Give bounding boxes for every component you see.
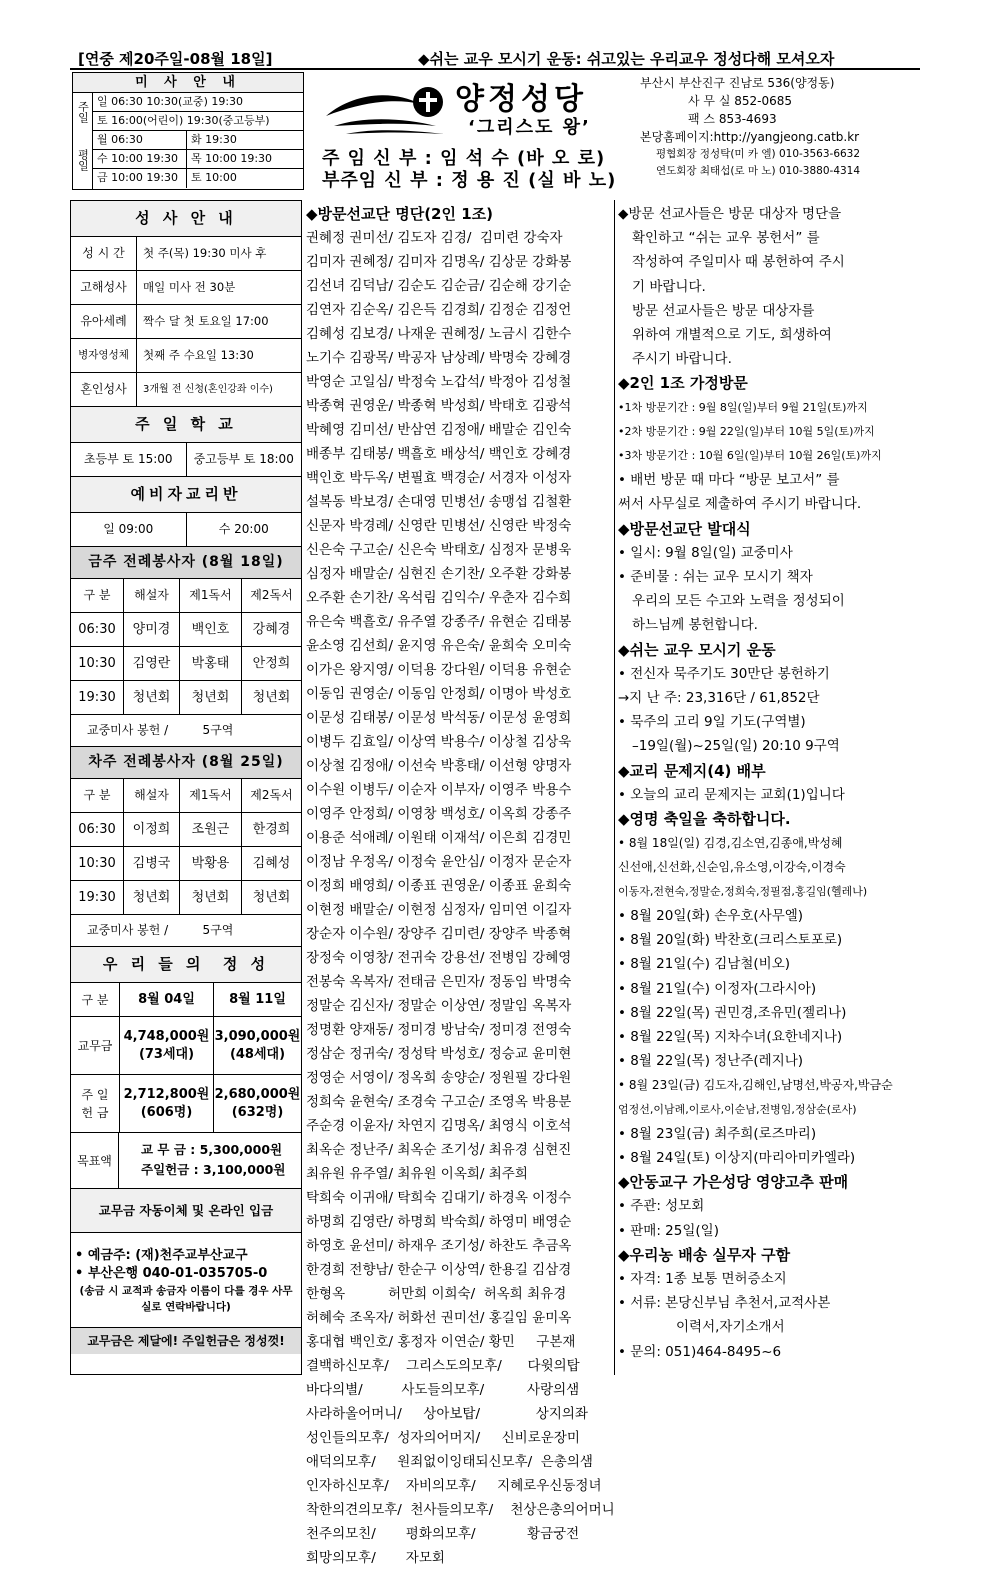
- notice-line: 기 바랍니다.: [632, 278, 706, 295]
- col-header: 제2독서: [241, 579, 301, 612]
- launch-line: • 일시: 9월 8일(일) 교중미사: [618, 544, 793, 561]
- pepper-line: • 판매: 25일(일): [618, 1222, 719, 1239]
- servers-row: [71, 647, 301, 681]
- announcements: [618, 202, 924, 1374]
- col-header: 8월 04일: [119, 983, 213, 1016]
- church-logo-icon: [324, 82, 454, 138]
- pastor-name: 주 임 신 부 : 임 석 수 (바 오 로): [322, 148, 606, 169]
- servers-row: [71, 613, 301, 647]
- name-line: 이상철 김정애/ 이선숙 박흥태/ 이선형 양명자: [306, 758, 572, 774]
- sunday-label: 주일: [73, 93, 93, 131]
- name-line: 전봉숙 옥복자/ 전태금 은민자/ 정동임 박명숙: [306, 974, 572, 990]
- name-line: 설복동 박보경/ 손대영 민병선/ 송맹섭 김철환: [306, 494, 572, 510]
- cell: 10:30: [78, 656, 116, 671]
- hiring-list: [618, 1267, 924, 1364]
- pepper-sale-list: [618, 1194, 924, 1242]
- top-rule: [70, 68, 920, 70]
- mission-team-title: ◆방문선교단 명단(2인 1조): [306, 205, 493, 223]
- name-line: 이용준 석애례/ 이원태 이재석/ 이은희 김경민: [306, 830, 572, 846]
- launch-line: • 준비물 : 쉬는 교우 모시기 책자: [618, 569, 813, 586]
- name-line: 성인들의모후/ 성자의어머지/ 신비로운장미: [306, 1430, 580, 1446]
- youth-contact: 연도회장 최태섭(로 마 노) 010-3880-4314: [656, 165, 861, 177]
- sacrament-row: [71, 373, 301, 407]
- cell: 청년회: [241, 681, 301, 714]
- feast-line: • 8월 22일(목) 지차수녀(요한네지나): [618, 1028, 843, 1045]
- cell: 박황용: [179, 847, 241, 880]
- rest-line: • 전신자 묵주기도 30만단 봉헌하기: [618, 665, 830, 682]
- hire-line: • 문의: 051)464-8495~6: [618, 1343, 782, 1360]
- servers-header-row: [71, 779, 301, 813]
- cell: 강혜경: [241, 613, 301, 646]
- cell: 김혜성: [241, 847, 301, 880]
- name-line: 최옥순 정난주/ 최옥순 조기성/ 최유경 심현진: [306, 1142, 572, 1158]
- catechumen-title: 예비자교리반: [71, 477, 301, 513]
- hire-line: • 서류: 본당신부님 추천서,교적사본: [618, 1295, 831, 1312]
- hiring-title: ◆우리농 배송 실무자 구함: [618, 1245, 791, 1264]
- name-line: 하명희 김영란/ 하명희 박숙희/ 하영미 배영순: [306, 1214, 572, 1230]
- church-name: 양정성당: [455, 82, 587, 117]
- rest-campaign-list: [618, 662, 924, 759]
- goal-value: 교 무 금 : 5,300,000원: [141, 1142, 283, 1157]
- col-header: 해설자: [123, 779, 179, 812]
- goal-row: [71, 1133, 301, 1189]
- visit-line: •3차 방문기간 : 10월 6일(일)부터 10월 26일(토)까지: [618, 449, 882, 463]
- name-line: 김연자 김순옥/ 김은득 김경희/ 김정순 김정언: [306, 302, 572, 318]
- cell: 안정희: [241, 647, 301, 680]
- weekday-label: 평일: [73, 131, 93, 189]
- weekday-time: 월 06:30: [97, 133, 143, 146]
- weekday-time: 수 10:00 19:30: [97, 152, 179, 165]
- name-line: 박혜영 김미선/ 반삼연 김정애/ 배말순 김인숙: [306, 422, 572, 438]
- offering-mass-note: 교중미사 봉헌 / 5구역: [71, 715, 301, 747]
- cell: 청년회: [179, 681, 241, 714]
- name-line: 박영순 고일심/ 박정숙 노갑석/ 박정아 김성철: [306, 374, 572, 390]
- cell: 양미경: [123, 613, 179, 646]
- cell: 김영란: [123, 647, 179, 680]
- name-line: 천주의모친/ 평화의모후/ 황금궁전: [306, 1526, 580, 1542]
- weekday-time: 목 10:00 19:30: [186, 150, 272, 169]
- feast-line: • 8월 20일(화) 손우호(사무엘): [618, 907, 804, 924]
- sacrament-time: 3개월 전 신청(혼인강좌 이수): [143, 384, 273, 395]
- weekday-time: 금 10:00 19:30: [97, 171, 179, 184]
- launch-list: [618, 541, 924, 638]
- sacrament-time: 첫째 주 수요일 13:30: [143, 348, 254, 362]
- name-line: 바다의별/ 사도들의모후/ 사랑의샘: [306, 1382, 580, 1398]
- feast-line: • 8월 24일(토) 이상지(마리아미카엘라): [618, 1149, 856, 1166]
- notice-line: 위하여 개별적으로 기도, 희생하여: [632, 327, 832, 344]
- name-line: 배종부 김태봉/ 백흘호 배상석/ 백인호 강혜경: [306, 446, 572, 462]
- rest-line: –19일(월)~25일(일) 20:10 9구역: [632, 738, 840, 755]
- mass-schedule-title: 미 사 안 내: [73, 73, 303, 93]
- name-line: 신문자 박경례/ 신영란 민병선/ 신영란 박정숙: [306, 518, 572, 534]
- sacrament-name: 병자영성체: [71, 339, 137, 372]
- notice-line: ◆방문 선교사들은 방문 대상자 명단을: [618, 206, 842, 222]
- office-phone: 사 무 실 852-0685: [688, 94, 792, 108]
- name-line: 이가은 왕지영/ 이덕용 강다원/ 이덕용 유현순: [306, 662, 572, 678]
- rest-line: →지 난 주: 23,316단 / 61,852단: [618, 690, 820, 707]
- cell: 이정희: [123, 813, 179, 846]
- sacrament-row: [71, 237, 301, 271]
- name-line: 이영주 안정희/ 이영창 백성호/ 이옥희 강종주: [306, 806, 572, 822]
- sacraments-title: 성 사 안 내: [71, 201, 301, 237]
- name-line: 이정희 배영희/ 이종표 권영운/ 이종표 윤희숙: [306, 878, 572, 894]
- hire-line: • 자격: 1종 보통 면허증소지: [618, 1270, 787, 1287]
- name-line: 정명환 양재동/ 정미경 방남숙/ 정미경 전영숙: [306, 1022, 572, 1038]
- cell: 19:30: [78, 890, 116, 905]
- name-line: 이수원 이병두/ 이순자 이부자/ 이영주 박용수: [306, 782, 572, 798]
- sacrament-time: 매일 미사 전 30분: [143, 280, 236, 294]
- cell: 박홍태: [179, 647, 241, 680]
- column-divider: [614, 200, 615, 1375]
- name-line: 탁희숙 이귀애/ 탁희숙 김대기/ 하경옥 이정수: [306, 1190, 572, 1206]
- goal-values: [119, 1133, 301, 1188]
- pepper-line: • 주관: 성모회: [618, 1198, 705, 1215]
- feast-line: 이동자,전현숙,정말순,정희숙,정필점,홍길임(헬레나): [618, 884, 868, 898]
- name-line: 유은숙 백흘호/ 유주열 강종주/ 유현순 김태봉: [306, 614, 572, 630]
- goal-value: 주일헌금 : 3,100,000원: [141, 1162, 286, 1177]
- name-line: 신은숙 구고순/ 신은숙 박태호/ 심정자 문병욱: [306, 542, 572, 558]
- name-line: 한경희 전향남/ 한순구 이상역/ 한용길 김삼경: [306, 1262, 572, 1278]
- feast-line: 엄정선,이남례,이로사,이순남,전병임,정삼순(로사): [618, 1102, 857, 1116]
- offering-amount: 3,090,000원 (48세대): [213, 1017, 301, 1074]
- address: 부산시 부산진구 진남로 536(양정동): [640, 76, 835, 90]
- name-line: 허혜숙 조옥자/ 허화선 권미선/ 홍길임 윤미옥: [306, 1310, 572, 1326]
- feast-line: • 8월 18일(일) 김경,김소연,김종애,박성혜: [618, 836, 843, 851]
- feast-line: • 8월 22일(목) 권민경,조유민(젤리나): [618, 1004, 847, 1021]
- launch-line: 하느님께 봉헌합니다.: [632, 617, 758, 634]
- servers-header-row: [71, 579, 301, 613]
- col-header: 제2독서: [241, 779, 301, 812]
- slogan: ◆쉬는 교우 모시기 운동: 쉬고있는 우리교우 정성다해 모셔오자: [418, 50, 835, 68]
- left-column: [70, 200, 302, 1375]
- name-line: 장정숙 이영창/ 전귀숙 강용선/ 전병임 강혜영: [306, 950, 572, 966]
- sacrament-name: 성 시 간: [71, 237, 137, 270]
- feast-line: • 8월 21일(수) 김남철(비오): [618, 956, 790, 973]
- cell: 10:30: [78, 856, 116, 871]
- next-week-servers-title: 차주 전례봉사자 (8월 25일): [71, 747, 301, 779]
- name-line: 정영순 서영이/ 정옥희 송양순/ 정원필 강다원: [306, 1070, 572, 1086]
- name-line: 김미자 권혜정/ 김미자 김명옥/ 김상문 강화봉: [306, 254, 572, 270]
- sunday-row: 일 06:30 10:30(교중) 19:30: [93, 93, 303, 112]
- footer-slogan: 교무금은 제달에! 주일헌금은 정성껏!: [71, 1328, 301, 1354]
- weekday-row: [93, 150, 303, 169]
- name-line: 정희숙 윤현숙/ 조경숙 구고순/ 조영옥 박용분: [306, 1094, 572, 1110]
- intro-notice: [618, 202, 924, 371]
- top-strip: [70, 48, 920, 68]
- servers-row: [71, 681, 301, 715]
- council-contact: 평협회장 정성탁(미 카 엘) 010-3563-6632: [656, 148, 861, 160]
- col-header: 구 분: [83, 788, 111, 802]
- mission-team-names: [306, 226, 614, 1570]
- quiz-line: • 오늘의 교리 문제지는 교회(1)입니다: [618, 786, 845, 803]
- mass-schedule-box: [72, 72, 304, 190]
- feast-line: • 8월 20일(화) 박찬호(크리스토포로): [618, 932, 843, 949]
- cell: 청년회: [179, 881, 241, 914]
- weekday-row: [93, 131, 303, 150]
- cell: 청년회: [123, 681, 179, 714]
- rest-line: • 묵주의 고리 9일 기도(구역별): [618, 714, 806, 731]
- feast-line: • 8월 22일(목) 정난주(레지나): [618, 1053, 804, 1070]
- launch-line: 우리의 모든 수고와 노력을 정성되이: [632, 593, 845, 610]
- cell: 06:30: [78, 822, 116, 837]
- account-number: • 부산은행 040-01-035705-0: [75, 1266, 268, 1281]
- sunday-school-row: [71, 443, 301, 477]
- name-line: 인자하신모후/ 자비의모후/ 지혜로우신동정녀: [306, 1478, 602, 1494]
- name-line: 이정남 우정옥/ 이정숙 윤안심/ 이정자 문순자: [306, 854, 572, 870]
- name-line: 결백하신모후/ 그리스도의모후/ 다윗의탑: [306, 1358, 580, 1374]
- quiz-list: [618, 783, 924, 807]
- servers-row: [71, 847, 301, 881]
- name-line: 희망의모후/ 자모회: [306, 1550, 445, 1566]
- offering-type: 교무금: [77, 1038, 113, 1053]
- notice-line: 주시기 바랍니다.: [632, 351, 732, 368]
- goal-label: 목표액: [71, 1133, 119, 1188]
- sacrament-name: 혼인성사: [71, 373, 137, 406]
- offering-amount: 4,748,000원 (73세대): [119, 1017, 213, 1074]
- offering-row: [71, 1075, 301, 1133]
- rest-campaign-title: ◆쉬는 교우 모시기 운동: [618, 640, 776, 659]
- visit-title: ◆2인 1조 가정방문: [618, 374, 748, 393]
- visit-list: [618, 396, 924, 517]
- sacrament-time: 짝수 달 첫 토요일 17:00: [143, 314, 269, 328]
- this-week-servers-title: 금주 전례봉사자 (8월 18일): [71, 547, 301, 579]
- cell: 06:30: [78, 622, 116, 637]
- mission-team-list: [306, 202, 615, 1566]
- weekday-row: [93, 169, 303, 188]
- contact-info: [640, 74, 920, 180]
- offering-amount: 2,712,800원 (606명): [119, 1075, 213, 1132]
- visit-line: • 배번 방문 때 마다 “방문 보고서” 를: [618, 472, 840, 489]
- weekday-time: 화 19:30: [186, 131, 237, 150]
- name-line: 심정자 배말순/ 심현진 손기찬/ 오주환 강화봉: [306, 566, 572, 582]
- name-line: 박종혁 권영운/ 박종혁 박성희/ 박태호 김광석: [306, 398, 572, 414]
- launch-title: ◆방문선교단 발대식: [618, 519, 751, 538]
- feast-line: • 8월 23일(금) 김도자,김해인,남명선,박공자,박금순: [618, 1078, 893, 1093]
- name-line: 백인호 박두옥/ 변필효 백경순/ 서경자 이성자: [306, 470, 572, 486]
- cell: 조원근: [179, 813, 241, 846]
- feast-title: ◆영명 축일을 축하합니다.: [618, 810, 791, 829]
- name-line: 권혜정 권미선/ 김도자 김경/ 김미련 강숙자: [306, 230, 563, 246]
- catechumen-row: [71, 513, 301, 547]
- name-line: 한형옥 허만희 이희숙/ 허옥희 최유경: [306, 1286, 567, 1302]
- sacrament-name: 고해성사: [71, 271, 137, 304]
- issue-label: [연중 제20주일-08월 18일]: [78, 50, 273, 68]
- sacrament-row: [71, 339, 301, 373]
- name-line: 사라하올어머니/ 상아보탑/ 상지의좌: [306, 1406, 588, 1422]
- name-line: 착한의견의모후/ 천사들의모후/ 천상은총의어머니: [306, 1502, 615, 1518]
- col-header: 제1독서: [179, 579, 241, 612]
- name-line: 최유원 유주열/ 최유원 이옥희/ 최주희: [306, 1166, 528, 1182]
- col-header: 구 분: [83, 588, 111, 602]
- feast-line: • 8월 21일(수) 이정자(그라시아): [618, 980, 817, 997]
- school-elementary: 초등부 토 15:00: [83, 452, 173, 466]
- fax-number: 팩 스 853-4693: [688, 112, 777, 126]
- name-line: 정삼순 정귀숙/ 정성탁 박성호/ 정승교 윤미현: [306, 1046, 572, 1062]
- catechumen-time: 수 20:00: [186, 513, 302, 546]
- auto-transfer-title: 교무금 자동이체 및 온라인 입금: [71, 1189, 301, 1233]
- transfer-note: (송금 시 교적과 송금자 이름이 다를 경우 사무실로 연락바랍니다): [79, 1285, 293, 1313]
- offering-header-row: [71, 983, 301, 1017]
- name-line: 김선녀 김덕남/ 김순도 김순금/ 김순해 강기순: [306, 278, 572, 294]
- name-line: 하영호 윤선미/ 하재우 조기성/ 하찬도 추금옥: [306, 1238, 572, 1254]
- feast-line: • 8월 23일(금) 최주희(로즈마리): [618, 1125, 817, 1142]
- sunday-row: 토 16:00(어린이) 19:30(중고등부): [93, 112, 303, 131]
- weekday-time: 토 10:00: [186, 169, 237, 188]
- name-line: 주순경 이윤자/ 차연지 김명옥/ 최영식 이호석: [306, 1118, 572, 1134]
- cell: 김병국: [123, 847, 179, 880]
- cell: 한경희: [241, 813, 301, 846]
- homepage-link[interactable]: 본당홈페이지:http://yangjeong.catb.kr: [640, 130, 860, 144]
- school-middle-high: 중고등부 토 18:00: [186, 443, 302, 476]
- col-header: 해설자: [123, 579, 179, 612]
- cell: 19:30: [78, 690, 116, 705]
- name-line: 오주환 손기찬/ 옥석림 김익수/ 우춘자 김수희: [306, 590, 572, 606]
- church-subtitle: ‘그리스도 왕’: [468, 117, 591, 138]
- cell: 백인호: [179, 613, 241, 646]
- name-line: 이동임 권영순/ 이동임 안정희/ 이명아 박성호: [306, 686, 572, 702]
- name-line: 노기수 김광목/ 박공자 남상례/ 박명숙 강혜경: [306, 350, 572, 366]
- notice-line: 방문 선교사들은 방문 대상자를: [632, 302, 815, 319]
- offering-amount: 2,680,000원 (632명): [213, 1075, 301, 1132]
- offering-mass-note: 교중미사 봉헌 / 5구역: [71, 915, 301, 947]
- name-line: 윤소영 김선희/ 윤지영 유은숙/ 윤희숙 오미숙: [306, 638, 572, 654]
- assistant-pastor-name: 부주임 신 부 : 정 용 진 (실 바 노): [322, 170, 617, 191]
- servers-row: [71, 813, 301, 847]
- hire-line: 이력서,자기소개서: [676, 1319, 785, 1336]
- name-line: 장순자 이수원/ 장양주 김미련/ 장양주 박종혁: [306, 926, 572, 942]
- visit-line: 써서 사무실로 제출하여 주시기 바랍니다.: [618, 496, 862, 513]
- name-line: 정말순 김신자/ 정말순 이상연/ 정말임 옥복자: [306, 998, 572, 1014]
- name-line: 홍대협 백인호/ 홍정자 이연순/ 황민 구본재: [306, 1334, 576, 1350]
- name-line: 김혜성 김보경/ 나재운 권혜정/ 노금시 김한수: [306, 326, 572, 342]
- feast-line: 신선애,신선화,신순임,유소영,이강숙,이경숙: [618, 860, 846, 875]
- sacrament-name: 유아세례: [71, 305, 137, 338]
- name-line: 이현정 배말순/ 이현정 심정자/ 임미연 이길자: [306, 902, 572, 918]
- sunday-school-title: 주 일 학 교: [71, 407, 301, 443]
- name-line: 이병두 김효일/ 이상역 박용수/ 이상철 김상욱: [306, 734, 572, 750]
- visit-line: •1차 방문기간 : 9월 8일(일)부터 9월 21일(토)까지: [618, 400, 868, 414]
- servers-row: [71, 881, 301, 915]
- col-header: 8월 11일: [213, 983, 301, 1016]
- name-line: 애덕의모후/ 원죄없이잉태되신모후/ 은총의샘: [306, 1454, 593, 1470]
- catechumen-time: 일 09:00: [103, 522, 154, 536]
- sacrament-time: 첫 주(목) 19:30 미사 후: [143, 246, 267, 260]
- feast-list: [618, 831, 924, 1170]
- col-header: 구 분: [81, 992, 109, 1007]
- notice-line: 확인하고 “쉬는 교우 봉헌서” 를: [632, 230, 820, 247]
- notice-line: 작성하여 주일미사 때 봉헌하여 주시: [632, 254, 845, 271]
- offering-title: 우 리 들 의 정 성: [71, 947, 301, 983]
- quiz-title: ◆교리 문제지(4) 배부: [618, 761, 766, 780]
- name-line: 이문성 김태봉/ 이문성 박석동/ 이문성 윤영희: [306, 710, 572, 726]
- offering-type: 주 일 헌 금: [81, 1087, 109, 1120]
- sacrament-row: [71, 271, 301, 305]
- pepper-sale-title: ◆안동교구 가은성당 영양고추 판매: [618, 1173, 849, 1192]
- col-header: 제1독서: [179, 779, 241, 812]
- sacrament-row: [71, 305, 301, 339]
- account-holder: • 예금주: (재)천주교부산교구: [75, 1248, 248, 1263]
- offering-row: [71, 1017, 301, 1075]
- bank-info: [71, 1233, 301, 1328]
- cell: 청년회: [241, 881, 301, 914]
- visit-line: •2차 방문기간 : 9월 22일(일)부터 10월 5일(토)까지: [618, 424, 875, 438]
- cell: 청년회: [123, 881, 179, 914]
